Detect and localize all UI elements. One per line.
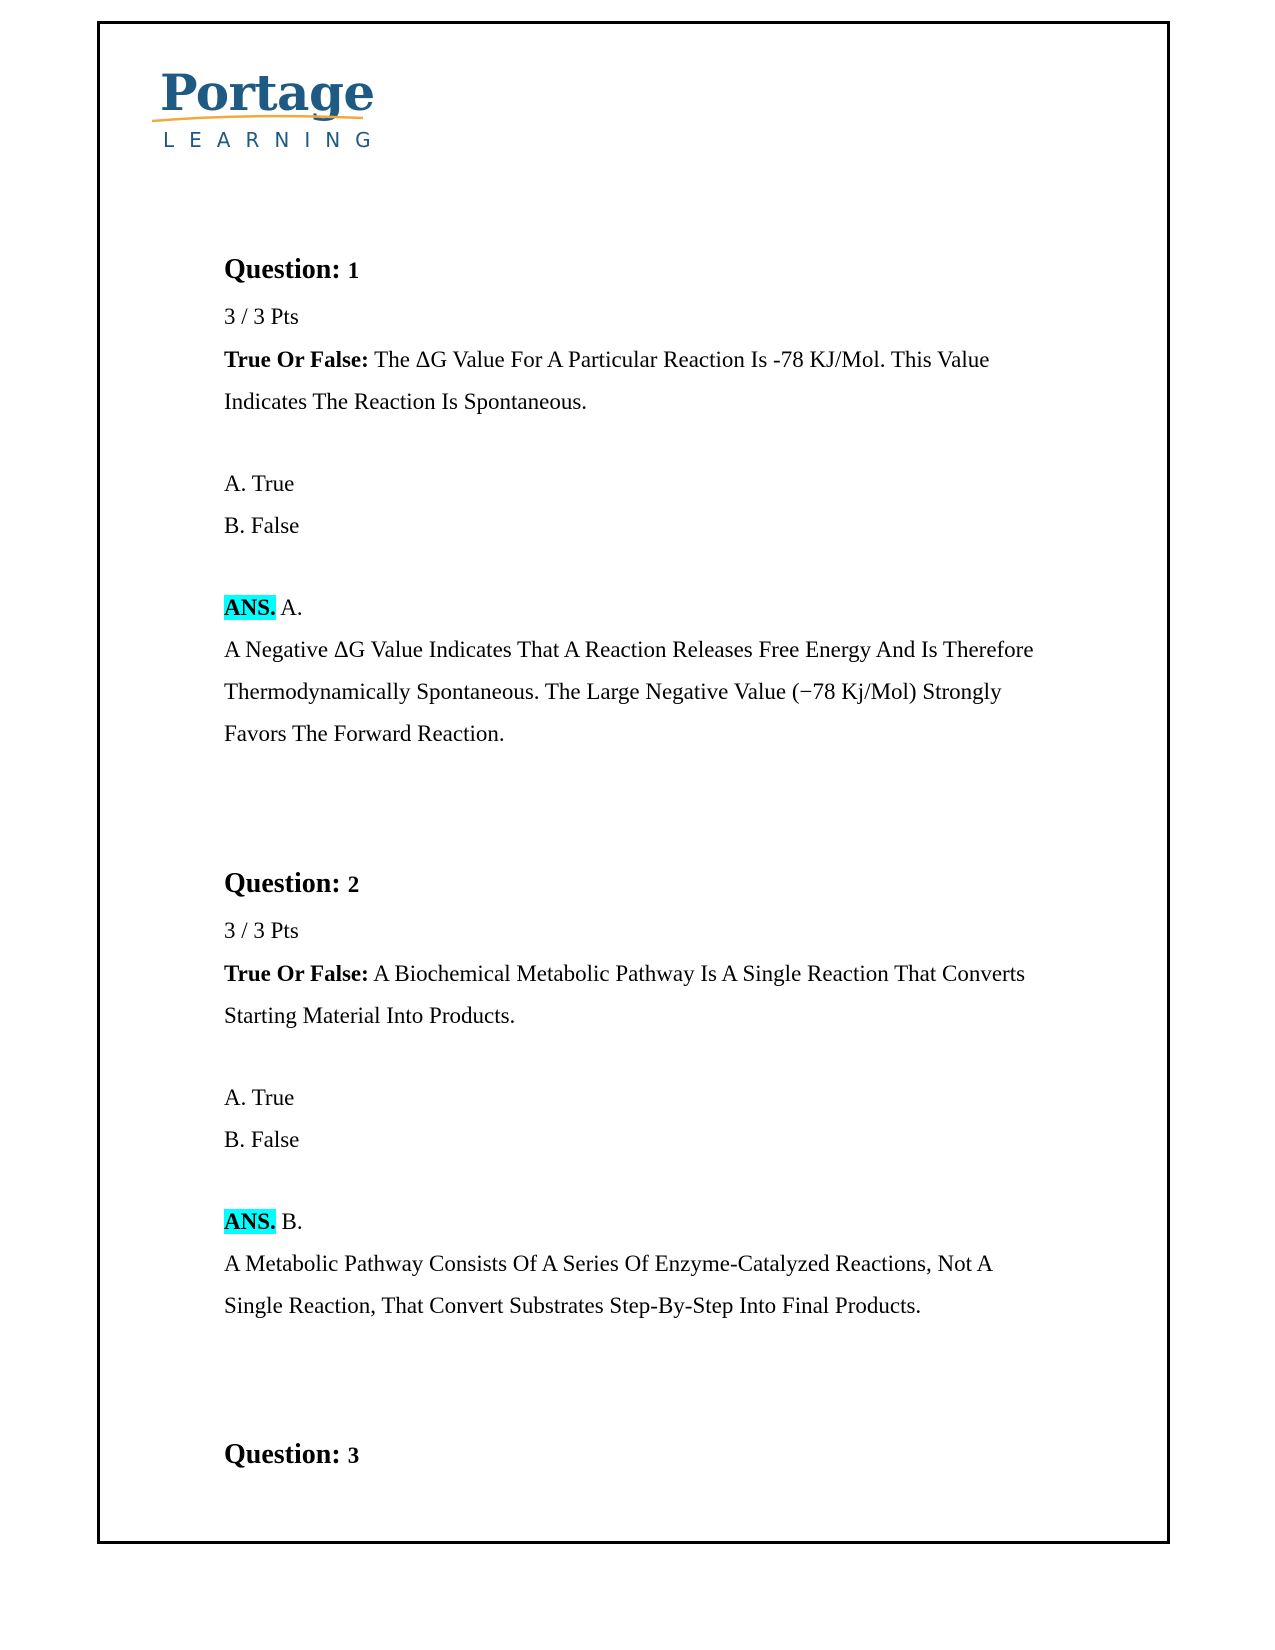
prompt-text: The ΔG Value For A Particular Reaction Is -78 KJ/Mol. This Value xyxy=(374,347,990,372)
question-1-explanation-2: Thermodynamically Spontaneous. The Large Negative Value (−78 Kj/Mol) Strongly xyxy=(224,679,1002,704)
portage-learning-logo xyxy=(150,63,386,158)
logo-swoosh-icon xyxy=(150,112,365,124)
question-2-prompt xyxy=(224,960,1025,988)
logo-wordmark: Portage xyxy=(160,63,375,122)
answer-value: A. xyxy=(280,595,303,620)
prompt-label: True Or False: xyxy=(224,347,369,372)
question-1-answer xyxy=(224,594,303,622)
question-1-points: 3 / 3 Pts xyxy=(224,304,299,329)
question-1-explanation-1: A Negative ΔG Value Indicates That A Reaction Releases Free Energy And Is Therefore xyxy=(224,637,1034,662)
question-heading-label: Question: xyxy=(224,868,341,899)
prompt-text: A Biochemical Metabolic Pathway Is A Single Reaction That Converts xyxy=(373,961,1026,986)
question-1-explanation-3: Favors The Forward Reaction. xyxy=(224,721,505,746)
question-2-points: 3 / 3 Pts xyxy=(224,918,299,943)
question-2-prompt-cont: Starting Material Into Products. xyxy=(224,1003,516,1028)
question-heading-label: Question: xyxy=(224,254,341,285)
question-2-explanation-1: A Metabolic Pathway Consists Of A Series Of Enzyme-Catalyzed Reactions, Not A xyxy=(224,1251,994,1276)
question-2-explanation-2: Single Reaction, That Convert Substrates Step-By-Step Into Final Products. xyxy=(224,1293,922,1318)
question-2-heading xyxy=(224,868,359,901)
question-number: 1 xyxy=(347,258,360,283)
question-1-prompt-cont: Indicates The Reaction Is Spontaneous. xyxy=(224,389,588,414)
answer-value: B. xyxy=(281,1209,303,1234)
answer-label: ANS. xyxy=(224,1209,276,1234)
question-1-heading xyxy=(224,254,359,287)
question-2-answer xyxy=(224,1208,303,1236)
question-number: 3 xyxy=(347,1443,360,1468)
answer-label: ANS. xyxy=(224,595,276,620)
question-2-option-b: B. False xyxy=(224,1127,300,1152)
prompt-label: True Or False: xyxy=(224,961,369,986)
question-number: 2 xyxy=(347,872,360,897)
question-3-heading xyxy=(224,1439,359,1472)
question-1-option-a: A. True xyxy=(224,471,295,496)
question-heading-label: Question: xyxy=(224,1439,341,1470)
question-2-option-a: A. True xyxy=(224,1085,295,1110)
logo-subtitle: LEARNING xyxy=(163,128,386,152)
question-1-option-b: B. False xyxy=(224,513,300,538)
question-1-prompt xyxy=(224,346,989,374)
